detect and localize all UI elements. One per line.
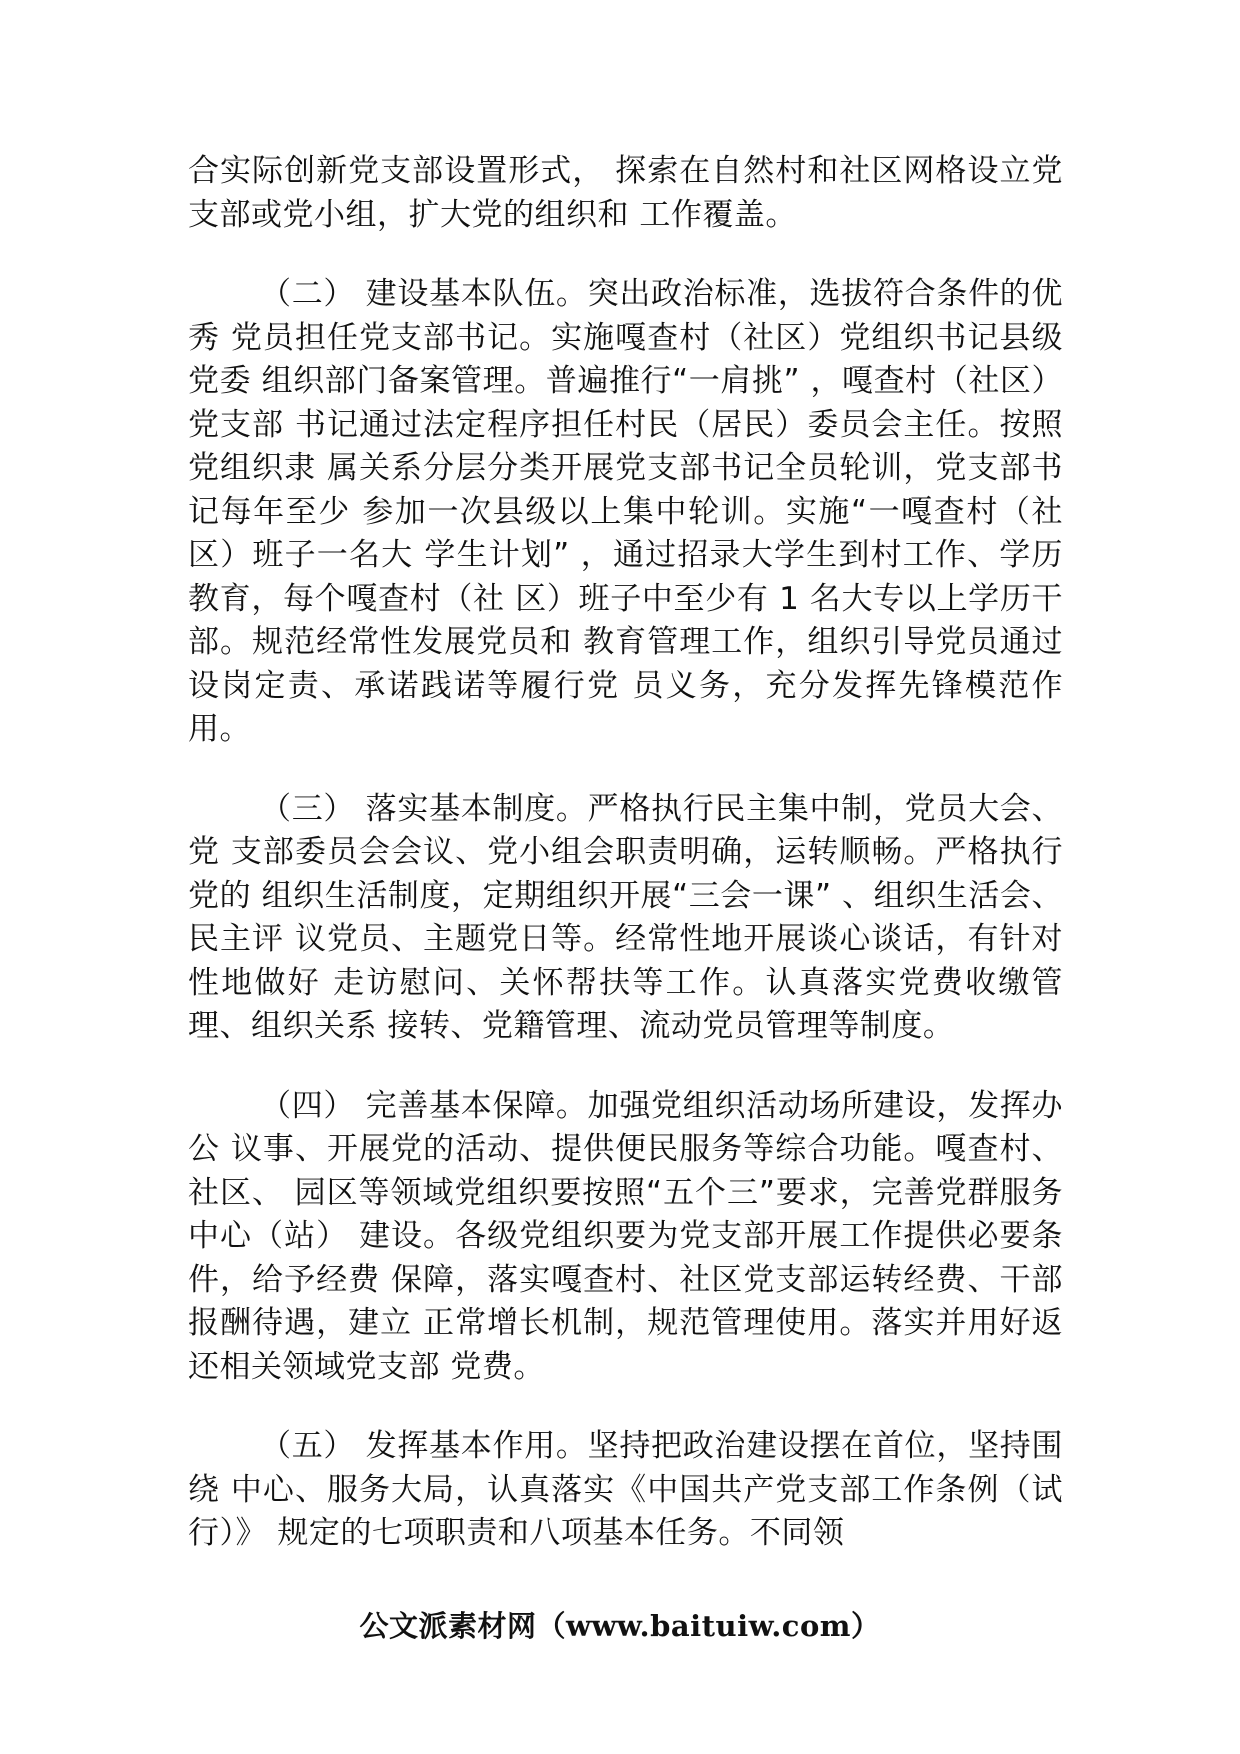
document-body (188, 150, 1063, 1592)
paragraph-play-basic-role: （五） 发挥基本作用。坚持把政治建设摆在首位，坚持围绕 中心、服务大局，认真落实《中国共产党支部工作条例（试行）》 规定的七项职责和八项基本任务。不同领 (188, 1428, 1063, 1551)
paragraph-improve-basic-guarantee: （四） 完善基本保障。加强党组织活动场所建设，发挥办公 议事、开展党的活动、提供便民服务等综合功能。嘎查村、社区、 园区等领域党组织要按照“五个三”要求，完善党群服务中心（站） 建设。各级党组织要为党支部开展工作提供必要条件，给予经费 保障，落实嘎查村、社区党支部运转经费、干部报酬待遇，建立 正常增长机制，规范管理使用。落实并用好返还相关领域党支部 党费。 (188, 1087, 1063, 1385)
paragraph-continuation: 合实际创新党支部设置形式， 探索在自然村和社区网格设立党支部或党小组，扩大党的组织和 工作覆盖。 (188, 153, 1063, 233)
paragraph-build-basic-team: （二） 建设基本队伍。突出政治标准，选拔符合条件的优秀 党员担任党支部书记。实施嘎查村（社区）党组织书记县级党委 组织部门备案管理。普遍推行“一肩挑” ，嘎查村（社区）党支部 书记通过法定程序担任村民（居民）委员会主任。按照党组织隶 属关系分层分类开展党支部书记全员轮训，党支部书记每年至少 参加一次县级以上集中轮训。实施“一嘎查村（社区）班子一名大 学生计划” ，通过招录大学生到村工作、学历教育，每个嘎查村（社 区）班子中至少有 1 名大专以上学历干部。规范经常性发展党员和 教育管理工作，组织引导党员通过设岗定责、承诺践诺等履行党 员义务，充分发挥先锋模范作用。 (188, 276, 1063, 747)
page-footer-watermark: 公文派素材网（www.baituiw.com） (359, 1609, 881, 1643)
paragraph-implement-basic-system: （三） 落实基本制度。严格执行民主集中制，党员大会、党 支部委员会会议、党小组会职责明确，运转顺畅。严格执行党的 组织生活制度，定期组织开展“三会一课” 、组织生活会、民主评 议党员、主题党日等。经常性地开展谈心谈话，有针对性地做好 走访慰问、关怀帮扶等工作。认真落实党费收缴管理、组织关系 接转、党籍管理、流动党员管理等制度。 (188, 790, 1063, 1044)
